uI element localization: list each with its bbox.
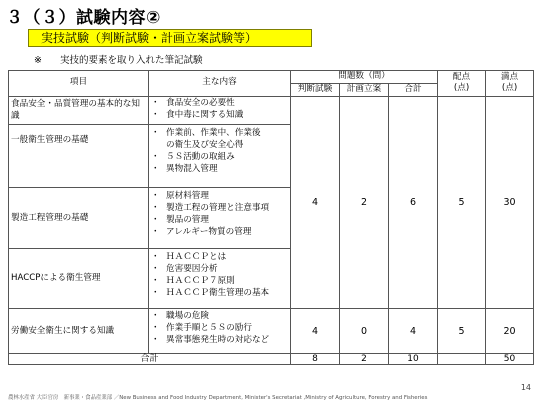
- list-item: ・ 作業前、作業中、作業後: [151, 128, 261, 139]
- row-item: HACCPによる衛生管理: [9, 249, 149, 309]
- list-item: ・ 危害要因分析: [151, 264, 218, 275]
- totals-planning: 2: [340, 354, 389, 365]
- group2-points: 5: [438, 309, 486, 354]
- list-item: ・ アレルギー物質の管理: [151, 227, 252, 238]
- group2-planning: 0: [340, 309, 389, 354]
- header-content: 主な内容: [149, 71, 291, 97]
- list-item: ・ ＨＡＣＣＰとは: [151, 252, 227, 263]
- row-content: [149, 309, 291, 354]
- list-item: ・ 食中毒に関する知識: [151, 109, 244, 120]
- header-total: 合計: [389, 83, 438, 96]
- list-item: ・ 食品安全の必要性: [151, 97, 235, 108]
- totals-label: 合計: [9, 354, 291, 365]
- table-row: [9, 309, 534, 354]
- exam-table: [8, 70, 534, 365]
- row-item: 食品安全・品質管理の基本的な知識: [9, 96, 149, 125]
- list-item: ・ 製品の管理: [151, 215, 209, 226]
- row-item: 製造工程管理の基礎: [9, 188, 149, 249]
- group2-judgment: 4: [291, 309, 340, 354]
- group2-total: 4: [389, 309, 438, 354]
- group2-fullscore: 20: [486, 309, 534, 354]
- group1-total: 6: [389, 96, 438, 309]
- list-item: ・ 異物混入管理: [151, 164, 218, 175]
- list-item-continued: の衛生及び安全心得: [166, 140, 244, 151]
- header-item: 項目: [9, 71, 149, 97]
- group1-planning: 2: [340, 96, 389, 309]
- section-banner: 実技試験（判断試験・計画立案試験等）: [28, 29, 312, 47]
- row-item: 労働安全衛生に関する知識: [9, 309, 149, 354]
- totals-points: [438, 354, 486, 365]
- group1-judgment: 4: [291, 96, 340, 309]
- group1-points: 5: [438, 96, 486, 309]
- totals-total: 10: [389, 354, 438, 365]
- totals-fullscore: 50: [486, 354, 534, 365]
- page-title: ３（３）試験内容②: [6, 8, 161, 28]
- list-item: ・ ５Ｓ活動の取組み: [151, 152, 235, 163]
- header-questions: 問題数（問）: [291, 71, 438, 84]
- note-mark: ※: [34, 55, 42, 66]
- note-text: 実技的要素を取り入れた筆記試験: [59, 55, 203, 66]
- header-points: 配点 (点): [438, 71, 486, 97]
- header-planning: 計画立案: [340, 83, 389, 96]
- list-item: ・ 異常事態発生時の対応など: [151, 335, 270, 346]
- header-fullscore: 満点 (点): [486, 71, 534, 97]
- footer-text: 農林水産省 大臣官房 新事業・食品産業部 ／New Business and Food Industry Department, Minister's Secretariat ,Ministry of Agriculture, Forestry and Fisheries: [8, 395, 428, 401]
- note-line: [34, 52, 202, 66]
- row-item: 一般衛生管理の基礎: [9, 125, 149, 188]
- list-item: ・ 原材料管理: [151, 191, 209, 202]
- totals-row: [9, 354, 534, 365]
- page-number: 14: [520, 383, 531, 392]
- list-item: ・ ＨＡＣＣＰ衛生管理の基本: [151, 288, 270, 299]
- list-item: ・ 職場の危険: [151, 311, 209, 322]
- list-item: ・ 作業手順と５Ｓの励行: [151, 323, 252, 334]
- row-content: [149, 96, 291, 125]
- row-content: [149, 249, 291, 309]
- row-content: [149, 125, 291, 188]
- totals-judgment: 8: [291, 354, 340, 365]
- header-judgment: 判断試験: [291, 83, 340, 96]
- table-row: [9, 96, 534, 125]
- row-content: [149, 188, 291, 249]
- list-item: ・ ＨＡＣＣＰ７原則: [151, 276, 235, 287]
- group1-fullscore: 30: [486, 96, 534, 309]
- list-item: ・ 製造工程の管理と注意事項: [151, 203, 270, 214]
